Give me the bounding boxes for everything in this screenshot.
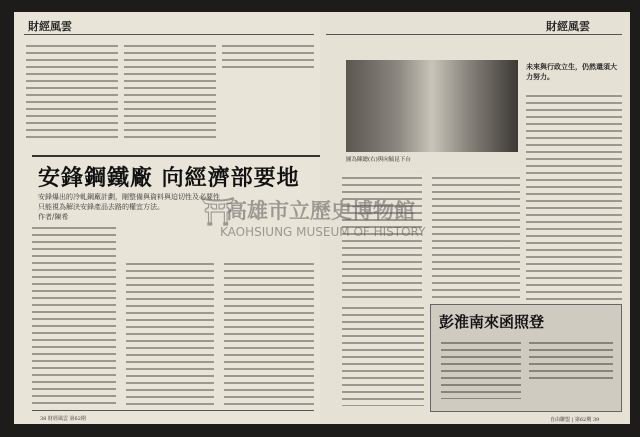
byline: 作者/陳希 [38, 213, 69, 221]
text-column [526, 92, 622, 302]
divider [32, 410, 314, 411]
divider [326, 34, 622, 35]
text-column [224, 260, 314, 406]
section-header: 財經風雲 [28, 20, 72, 33]
subtitle-line: 安鋒爆出的冷軋鋼廠計劃，剛整備與資料與迫切性及必要性 [38, 193, 220, 201]
text-column [432, 174, 520, 298]
divider [24, 34, 314, 35]
watermark-name: 高雄市立歷史博物館 [226, 199, 415, 223]
box-title: 彭淮南來函照登 [439, 313, 545, 331]
column-lead: 未來與行政立生，仍然還須大力努力。 [526, 62, 617, 81]
section-header: 財經風雲 [546, 20, 590, 33]
text-column [26, 42, 118, 140]
museum-logo-icon: ⛩ [200, 195, 236, 228]
page-footer: 自由聯盟 | 第62期 39 [550, 417, 600, 423]
photo-caption: 圖為陳總(右)與向毓昆下台 [346, 157, 411, 163]
text-column [126, 260, 214, 406]
letter-box [430, 304, 622, 412]
text-column [342, 304, 424, 406]
subtitle-line: 只能視為解決安鋒產品去路的權宜方法。 [38, 203, 164, 211]
watermark-english: KAOHSIUNG MUSEUM OF HISTORY [220, 225, 426, 239]
text-column [441, 339, 521, 399]
text-column [124, 42, 216, 140]
page-footer: 38 財經風雲 第62期 [40, 416, 86, 422]
text-column [529, 339, 613, 379]
text-column [32, 224, 116, 406]
article-title: 安鋒鋼鐵廠 向經濟部要地 [38, 165, 300, 191]
event-photo [346, 60, 518, 152]
watermark [200, 195, 425, 239]
text-column [222, 42, 314, 72]
